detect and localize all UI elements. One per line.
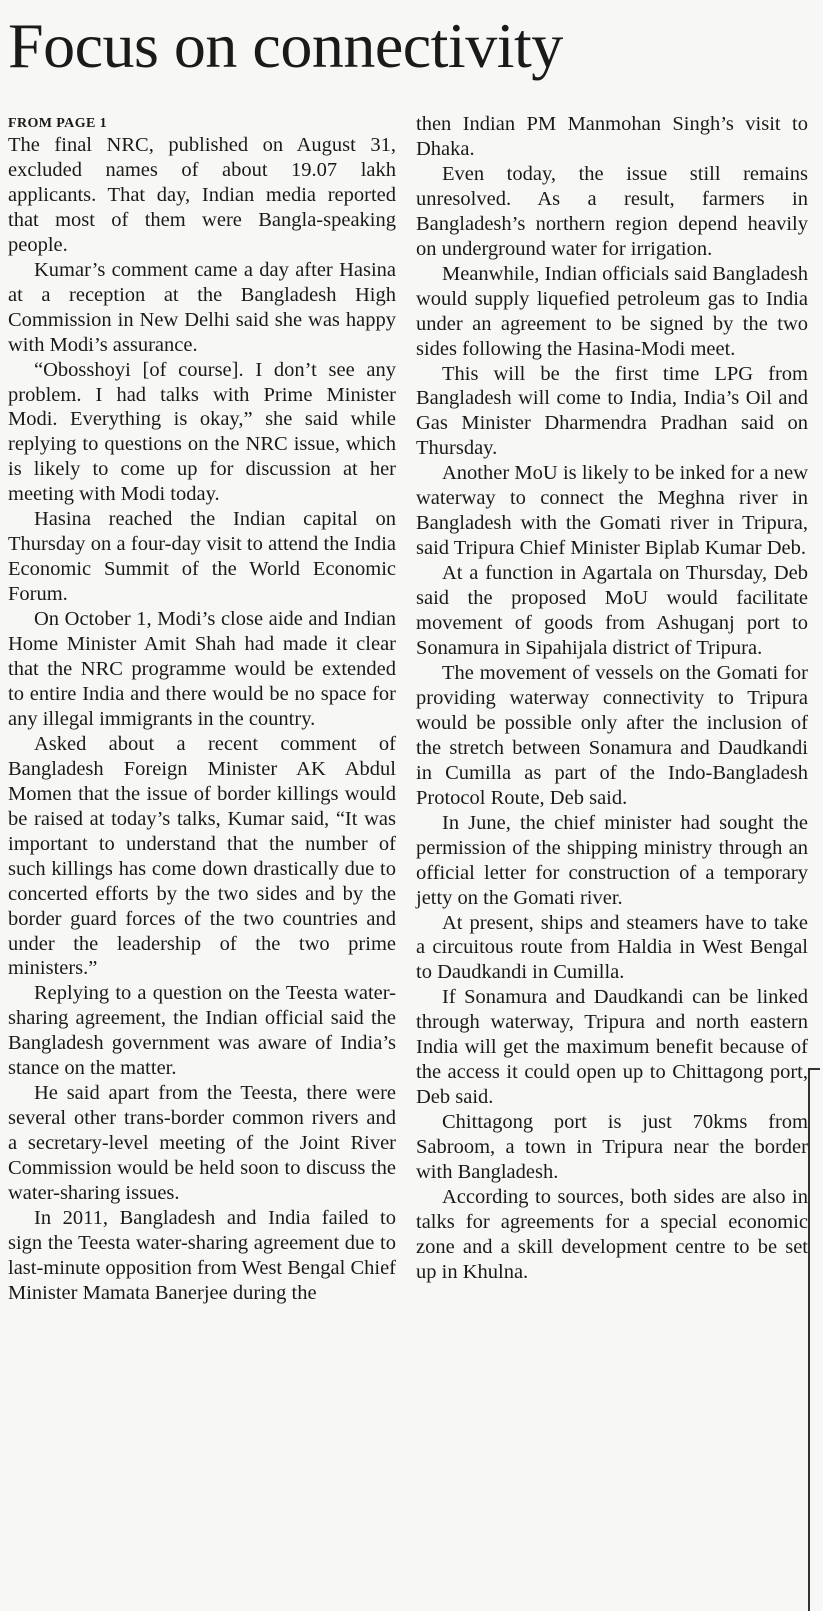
paragraph: He said apart from the Teesta, there were several other trans-border common rivers and a secretary-level meeting of the Joint River Commission would be held soon to discuss the water-sharing issues. (8, 1082, 396, 1205)
paragraph: Hasina reached the Indian capital on Thursday on a four-day visit to attend the India Economic Summit of the World Economic Forum. (8, 508, 396, 606)
paragraph: Chittagong port is just 70kms from Sabroom, a town in Tripura near the border with Bangladesh. (416, 1111, 808, 1184)
paragraph: Kumar’s comment came a day after Hasina at a reception at the Bangladesh High Commission in New Delhi said she was happy with Modi’s assurance. (8, 258, 396, 356)
paragraph: In June, the chief minister had sought the permission of the shipping ministry through an official letter for construction of a temporary jetty on the Gomati river. (416, 811, 808, 909)
paragraph: Replying to a question on the Teesta water-sharing agreement, the Indian official said the Bangladesh government was aware of India’s stance on the matter. (8, 982, 396, 1080)
column-rule (808, 1068, 820, 1611)
paragraph: The movement of vessels on the Gomati for providing waterway connectivity to Tripura would be possible only after the inclusion of the stretch between Sonamura and Daudkandi in Cumilla as part of the Indo-Bangladesh Protocol Route, Deb said. (416, 661, 808, 809)
paragraph: “Obosshoyi [of course]. I don’t see any problem. I had talks with Prime Minister Modi. Everything is okay,” she said while replying to questions on the NRC issue, which is likely to come up for discussion at her meeting with Modi today. (8, 358, 396, 506)
paragraph: Asked about a recent comment of Bangladesh Foreign Minister AK Abdul Momen that the issue of border killings would be raised at today’s talks, Kumar said, “It was important to understand that the number of such killings has come down drastically due to concerted efforts by the two sides and by the border guard forces of the two countries and under the leadership of the two prime ministers.” (8, 732, 396, 980)
paragraph: Even today, the issue still remains unresolved. As a result, farmers in Bangladesh’s northern region depend heavily on underground water for irrigation. (416, 162, 808, 260)
paragraph: The final NRC, published on August 31, excluded names of about 19.07 lakh applicants. That day, Indian media reported that most of them were Bangla-speaking people. (8, 134, 396, 256)
paragraph: If Sonamura and Daudkandi can be linked through waterway, Tripura and north eastern India will get the maximum benefit because of the access it could open up to Chittagong port, Deb said. (416, 986, 808, 1109)
paragraph: then Indian PM Manmohan Singh’s visit to Dhaka. (416, 113, 808, 160)
paragraph: At a function in Agartala on Thursday, Deb said the proposed MoU would facilitate movement of goods from Ashuganj port to Sonamura in Sipahijala district of Tripura. (416, 562, 808, 660)
article-column-left (8, 114, 396, 1306)
paragraph: Meanwhile, Indian officials said Bangladesh would supply liquefied petroleum gas to India under an agreement to be signed by the two sides following the Hasina-Modi meet. (416, 262, 808, 360)
paragraph: At present, ships and steamers have to take a circuitous route from Haldia in West Bengal to Daudkandi in Cumilla. (416, 911, 808, 984)
headline: Focus on connectivity (8, 10, 563, 81)
paragraph: This will be the first time LPG from Bangladesh will come to India, India’s Oil and Gas Minister Dharmendra Pradhan said on Thursday. (416, 362, 808, 460)
paragraph: According to sources, both sides are also in talks for agreements for a special economic zone and a skill development centre to be set up in Khulna. (416, 1185, 808, 1283)
article-column-right (416, 112, 808, 1285)
paragraph: Another MoU is likely to be inked for a new waterway to connect the Meghna river in Bangladesh with the Gomati river in Tripura, said Tripura Chief Minister Biplab Kumar Deb. (416, 462, 808, 560)
paragraph: On October 1, Modi’s close aide and Indian Home Minister Amit Shah had made it clear that the NRC programme would be extended to entire India and there would be no space for any illegal immigrants in the country. (8, 608, 396, 730)
continuation-kicker: FROM PAGE 1 (8, 116, 108, 131)
paragraph: In 2011, Bangladesh and India failed to sign the Teesta water-sharing agreement due to last-minute opposition from West Bengal Chief Minister Mamata Banerjee during the (8, 1206, 396, 1304)
